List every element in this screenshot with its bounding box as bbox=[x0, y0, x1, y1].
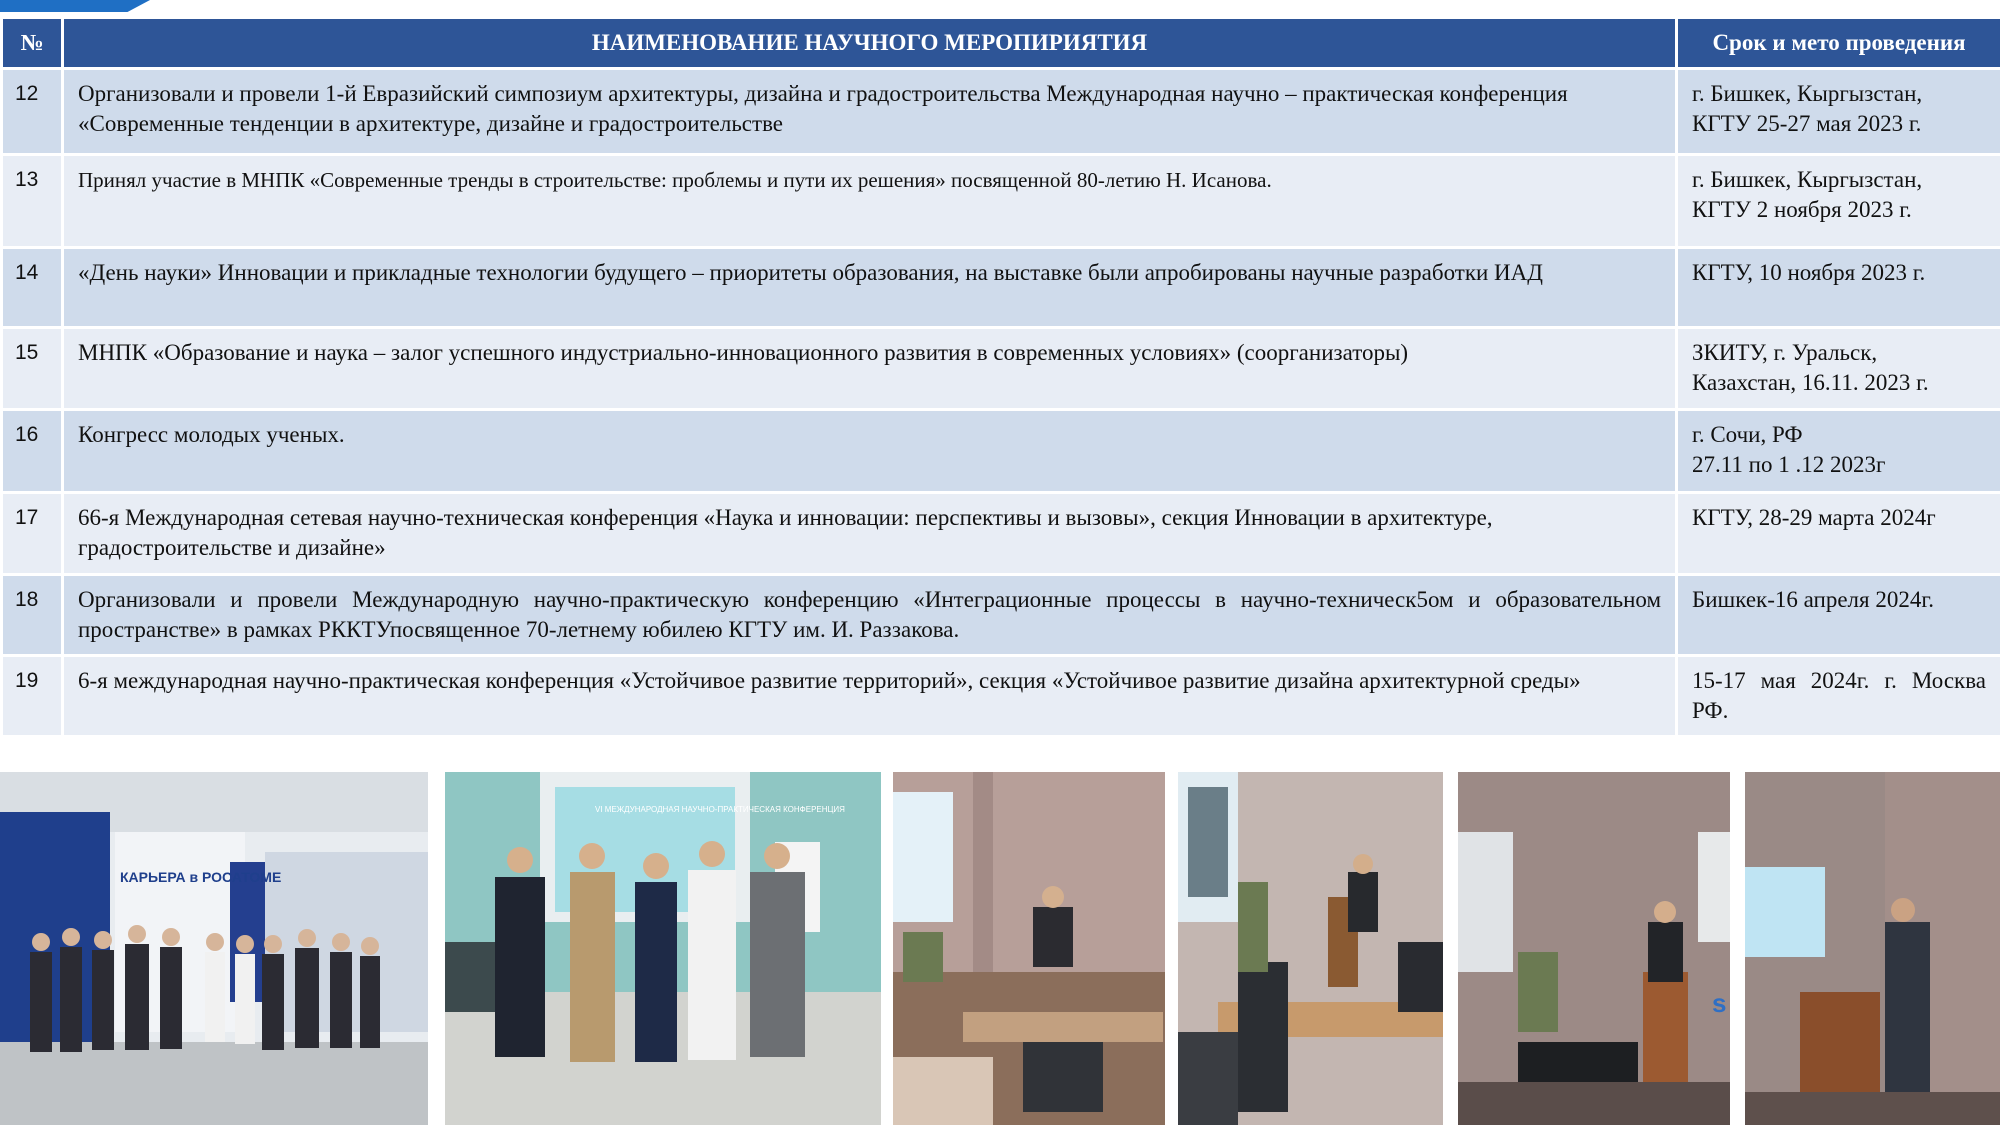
row-event-name: Конгресс молодых ученых. bbox=[64, 411, 1675, 491]
banner-text: КАРЬЕРА в РОСАТОМЕ bbox=[120, 869, 282, 885]
row-place-date: ЗКИТУ, г. Уральск, Казахстан, 16.11. 2023 г. bbox=[1678, 329, 2000, 408]
row-num: 12 bbox=[3, 70, 61, 153]
photo-conference-group bbox=[445, 772, 881, 1125]
photo-speaker-podium-3 bbox=[1745, 772, 2000, 1125]
table-row bbox=[3, 576, 2000, 654]
row-place-date: КГТУ, 10 ноября 2023 г. bbox=[1678, 249, 2000, 326]
row-event-name: Принял участие в МНПК «Современные тренды в строительстве: проблемы и пути их решения» посвященной 80-летию Н. Исанова. bbox=[64, 156, 1675, 246]
photo-presentation-room-1 bbox=[893, 772, 1165, 1125]
row-place-date: Бишкек-16 апреля 2024г. bbox=[1678, 576, 2000, 654]
events-table bbox=[0, 16, 2000, 738]
row-event-name: МНПК «Образование и наука – залог успешного индустриально-инновационного развития в современных условиях» (соорганизаторы) bbox=[64, 329, 1675, 408]
table-row bbox=[3, 156, 2000, 246]
table-row bbox=[3, 329, 2000, 408]
row-place-date: г. Сочи, РФ 27.11 по 1 .12 2023г bbox=[1678, 411, 2000, 491]
svg-text:s: s bbox=[1712, 988, 1727, 1018]
row-event-name: Организовали и провели 1-й Евразийский симпозиум архитектуры, дизайна и градостроительства Международная научно – практическая конференция «Современные тенденции в архитектуре, дизайне и градостроительстве bbox=[64, 70, 1675, 153]
row-place-date: г. Бишкек, Кыргызстан, КГТУ 2 ноября 2023 г. bbox=[1678, 156, 2000, 246]
header-name: НАИМЕНОВАНИЕ НАУЧНОГО МЕРОПИРИЯТИЯ bbox=[64, 19, 1675, 67]
screen-text: VI МЕЖДУНАРОДНАЯ НАУЧНО-ПРАКТИЧЕСКАЯ КОНФЕРЕНЦИЯ bbox=[595, 805, 845, 814]
table-header-row bbox=[3, 19, 2000, 67]
row-num: 16 bbox=[3, 411, 61, 491]
row-num: 17 bbox=[3, 494, 61, 573]
table-row bbox=[3, 657, 2000, 735]
table-row bbox=[3, 70, 2000, 153]
photo-rosatom-booth bbox=[0, 772, 428, 1125]
row-place-date: КГТУ, 28-29 марта 2024г bbox=[1678, 494, 2000, 573]
header-place: Срок и мето проведения bbox=[1678, 19, 2000, 67]
row-event-name: 6-я международная научно-практическая конференция «Устойчивое развитие территорий», секция «Устойчивое развитие дизайна архитектурной среды» bbox=[64, 657, 1675, 735]
table-row bbox=[3, 411, 2000, 491]
photo-speaker-podium-2 bbox=[1458, 772, 1730, 1125]
row-event-name: «День науки» Инновации и прикладные технологии будущего – приоритеты образования, на выставке были апробированы научные разработки ИАД bbox=[64, 249, 1675, 326]
row-num: 13 bbox=[3, 156, 61, 246]
header-num: № bbox=[3, 19, 61, 67]
row-num: 15 bbox=[3, 329, 61, 408]
row-place-date: г. Бишкек, Кыргызстан, КГТУ 25-27 мая 2023 г. bbox=[1678, 70, 2000, 153]
row-event-name: 66-я Международная сетевая научно-техническая конференция «Наука и инновации: перспективы и вызовы», секция Инновации в архитектуре, градостроительстве и дизайне» bbox=[64, 494, 1675, 573]
row-num: 14 bbox=[3, 249, 61, 326]
row-num: 19 bbox=[3, 657, 61, 735]
row-place-date: 15-17 мая 2024г. г. Москва РФ. bbox=[1678, 657, 2000, 735]
table-row bbox=[3, 494, 2000, 573]
photo-strip bbox=[0, 772, 2000, 1125]
table-row bbox=[3, 249, 2000, 326]
row-num: 18 bbox=[3, 576, 61, 654]
photo-speaker-podium-1 bbox=[1178, 772, 1443, 1125]
corner-accent bbox=[0, 0, 150, 12]
row-event-name: Организовали и провели Международную научно-практическую конференцию «Интеграционные процессы в научно-техническ5ом и образовательном пространстве» в рамках РККТУпосвященное 70-летнему юбилею КГТУ им. И. Раззакова. bbox=[64, 576, 1675, 654]
